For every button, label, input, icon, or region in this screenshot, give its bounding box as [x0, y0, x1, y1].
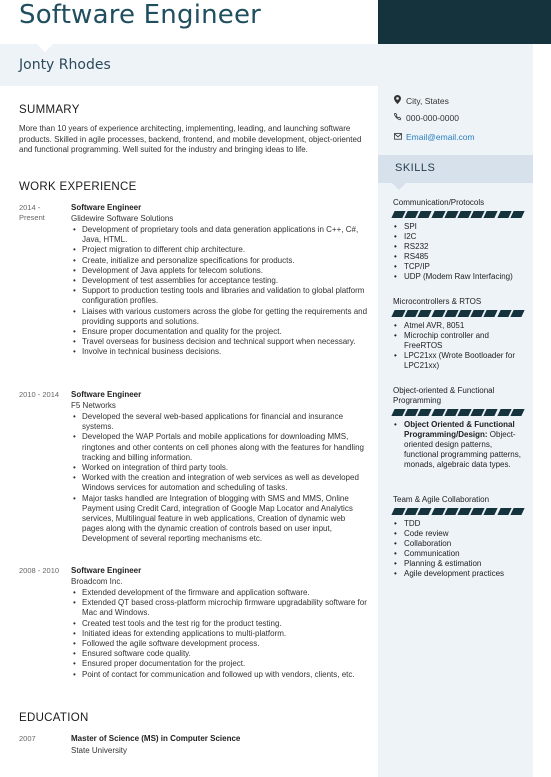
contact-email[interactable] [394, 132, 475, 142]
skill-group-title: Object-oriented & Functional Programming [393, 386, 495, 405]
job-bullet: • Project migration to different chip architecture. [71, 245, 369, 255]
skill-list [393, 321, 523, 371]
job-company: F5 Networks [71, 401, 116, 410]
job-bullet: • Create, initialize and personalize specifications for products. [71, 256, 369, 266]
skill-item: • LPC21xx (Wrote Bootloader for LPC21xx) [393, 351, 523, 371]
job-company: Broadcom Inc. [71, 577, 123, 586]
education-school: State University [71, 746, 128, 755]
job-date: 2008 - 2010 [19, 566, 60, 575]
education-date: 2007 [19, 734, 36, 743]
skill-level-bar [393, 211, 523, 218]
skill-item: • Code review [393, 529, 523, 539]
skill-item: • Atmel AVR, 8051 [393, 321, 523, 331]
job-bullets [71, 588, 369, 680]
job-bullet: • Ensured software code quality. [71, 649, 369, 659]
education-heading: EDUCATION [19, 712, 89, 724]
job-title: Software Engineer [19, 0, 262, 30]
candidate-name: Jonty Rhodes [19, 57, 111, 73]
skill-group-title: Team & Agile Collaboration [393, 495, 490, 504]
job-bullet: • Ensured proper documentation for the project. [71, 659, 369, 669]
skill-group [393, 495, 523, 579]
education-degree: Master of Science (MS) in Computer Science [71, 734, 241, 743]
job-bullet: • Liaises with various customers across the globe for getting the requirements and providing supports and solutions. [71, 307, 369, 327]
skill-group-title: Communication/Protocols [393, 198, 485, 207]
job-bullet: • Worked with the creation and integration of web services as well as developed Windows services for automation and scheduling of tasks. [71, 473, 369, 493]
skills-heading: SKILLS [395, 162, 436, 174]
skill-list [393, 420, 523, 470]
job-company: Glidewire Software Solutions [71, 214, 174, 223]
job-role: Software Engineer [71, 203, 142, 212]
skill-item: • TCP/IP [393, 262, 523, 272]
skill-list [393, 222, 523, 282]
job-bullet: • Point of contact for communication and followed up with vendors, clients, etc. [71, 670, 369, 680]
contact-location [394, 95, 449, 106]
skill-item: • Collaboration [393, 539, 523, 549]
contact-phone [394, 113, 459, 123]
skill-item: • Planning & estimation [393, 559, 523, 569]
skill-group [393, 198, 523, 282]
skill-group [393, 297, 523, 371]
skill-item: • RS232 [393, 242, 523, 252]
location-pin-icon [394, 95, 406, 106]
skill-level-bar [393, 310, 523, 317]
job-bullet: • Initiated ideas for extending applications to multi-platform. [71, 629, 369, 639]
skill-item: • Agile development practices [393, 569, 523, 579]
sidebar-top [378, 0, 551, 44]
phone-text: 000-000-0000 [406, 113, 459, 123]
job-bullet: • Development of test assemblies for acceptance testing. [71, 276, 369, 286]
skill-item: • UDP (Modem Raw Interfacing) [393, 272, 523, 282]
job-bullets [71, 412, 369, 545]
job-bullet: • Developed the several web-based applications for financial and insurance systems. [71, 412, 369, 432]
job-bullet: • Development of proprietary tools and data generation applications in C++, C#, Java, HTML. [71, 225, 369, 245]
job-bullet: • Extended development of the firmware and application software. [71, 588, 369, 598]
job-date: 2014 - Present [19, 203, 45, 222]
mail-icon [394, 133, 406, 142]
skill-list [393, 519, 523, 579]
skill-item: • Communication [393, 549, 523, 559]
job-role: Software Engineer [71, 566, 142, 575]
job-bullet: • Involve in technical business decisions. [71, 347, 369, 357]
skill-item: • Microchip controller and FreeRTOS [393, 331, 523, 351]
skill-item: • RS485 [393, 252, 523, 262]
sidebar-edge [533, 44, 551, 777]
experience-heading: WORK EXPERIENCE [19, 181, 137, 193]
skill-item: • SPI [393, 222, 523, 232]
skill-group [393, 386, 523, 470]
job-bullet: • Major tasks handled are Integration of blogging with SMS and MMS, Online Payment using Credit Card, integration of Google Map Locator and Analytics services, Multilingual feature in web applications, Creation of dynamic web pages along with the dynamic creation of controls based on user input, Development of several reporting mechanisms etc. [71, 494, 369, 545]
job-role: Software Engineer [71, 390, 142, 399]
job-bullet: • Development of Java applets for telecom solutions. [71, 266, 369, 276]
skill-item: • TDD [393, 519, 523, 529]
summary-heading: SUMMARY [19, 104, 80, 116]
job-bullet: • Developed the WAP Portals and mobile applications for downloading MMS, ringtones and other contents on cell phones along with the features for handling tracking and billing information. [71, 432, 369, 463]
skill-group-title: Microcontrollers & RTOS [393, 297, 482, 306]
job-bullet: • Ensure proper documentation and quality for the project. [71, 327, 369, 337]
job-bullet: • Created test tools and the test rig for the product testing. [71, 619, 369, 629]
skill-level-bar [393, 508, 523, 515]
job-bullet: • Support to production testing tools and libraries and validation to global platform configuration profiles. [71, 286, 369, 306]
job-bullets [71, 225, 369, 358]
skills-header [378, 155, 533, 183]
header-notch [37, 44, 53, 52]
summary-text: More than 10 years of experience architecting, implementing, leading, and launching software products. Skilled in agile processes, backend, frontend, and mobile development, object-oriented and functional programming. Well suited for the industry and bringing ideas to life. [19, 124, 362, 154]
job-bullet: • Worked on integration of third party tools. [71, 463, 369, 473]
job-bullet: • Followed the agile software development process. [71, 639, 369, 649]
location-text: City, States [406, 95, 449, 106]
skill-item: • I2C [393, 232, 523, 242]
job-bullet: • Extended QT based cross-platform microchip firmware upgradability software for Mac and Windows. [71, 598, 369, 618]
job-date: 2010 - 2014 [19, 390, 60, 399]
email-link[interactable]: Email@email.com [406, 132, 475, 142]
phone-icon [394, 113, 406, 123]
skill-item: • Object Oriented & Functional Programming/Design: Object-oriented design patterns, functional programming patterns, monads, algebraic data types. [393, 420, 523, 470]
skill-level-bar [393, 409, 523, 416]
job-bullet: • Travel overseas for business decision and technical support when necessary. [71, 337, 369, 347]
skills-notch [392, 183, 406, 190]
